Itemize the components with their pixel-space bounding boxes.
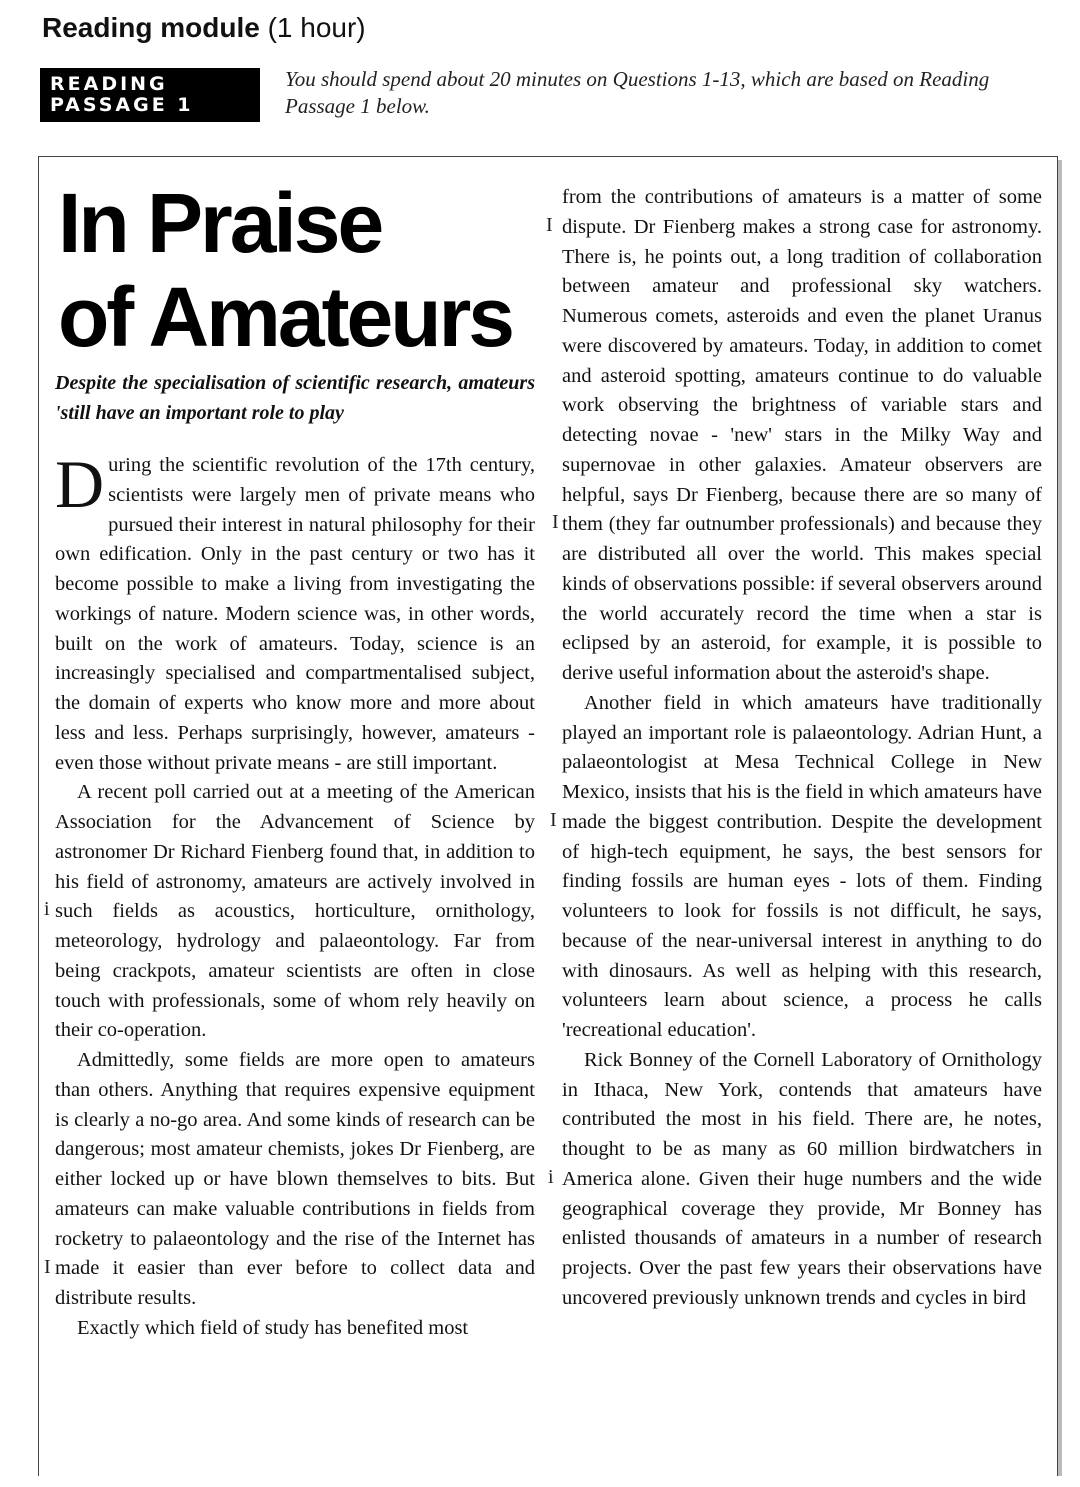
headline-line2: of Amateurs: [58, 270, 512, 364]
drop-cap: D: [55, 446, 105, 522]
article-subhead: Despite the specialisation of scientific research, amateurs 'still have an important role to play: [55, 372, 535, 424]
paragraph-4-cont: from the contributions of amateurs is a matter of some dispute. Dr Fienberg makes a strong case for astronomy. There is, he points out, a long tradition of collaboration between amateur and professional sky watchers. Numerous comets, asteroids and even the planet Uranus were discovered by amateurs. Today, in addition to comet and asteroid spotting, amateurs continue to do valuable work observing the brightness of variable stars and detecting novae - 'new' stars in the Milky Way and supernovae in other galaxies. Amateur observers are helpful, says Dr Fienberg, because there are so many of them (they far outnumber professionals) and because they are distributed all over the world. This makes special kinds of observations possible: if several observers around the world accurately record the time when a star is eclipsed by an asteroid, for example, it is possible to derive useful information about the asteroid's shape.: [562, 186, 1042, 684]
margin-mark: I: [44, 1256, 51, 1278]
instruction-text: You should spend about 20 minutes on Questions 1-13, which are based on Reading Passage 1 below.: [285, 67, 990, 118]
margin-mark: I: [552, 511, 559, 533]
paragraph-1-text: uring the scientific revolution of the 17th century, scientists were largely men of private means who pursued their interest in natural philosophy for their own edification. Only in the past century or two has it become possible to make a living from investigating the workings of nature. Modern science was, in other words, built on the work of amateurs. Today, science is an increasingly specialised and compartmentalised subject, the domain of experts who know more and more about less and less. Perhaps surprisingly, however, amateurs - even those without private means - are still important.: [55, 454, 535, 774]
margin-mark: I: [546, 214, 553, 236]
frame-shadow: [1058, 160, 1062, 1476]
module-duration: (1 hour): [267, 12, 366, 43]
paragraph-5: Another field in which amateurs have traditionally played an important role is palaeontology. Adrian Hunt, a palaeontologist at Mesa Technical College in New Mexico, insists that his is the field in which amateurs have made the biggest contribution. Despite the development of high-tech equipment, he says, the best sensors for finding fossils are human eyes - lots of them. Finding volunteers to look for fossils is not difficult, he says, because of the near-universal interest in anything to do with dinosaurs. As well as helping with this research, volunteers learn about science, a process he calls 'recreational education'.: [562, 691, 1042, 1041]
passage-badge: [40, 68, 260, 122]
paragraph-6: Rick Bonney of the Cornell Laboratory of Ornithology in Ithaca, New York, contends that amateurs have contributed the most in his field. There are, he notes, thought to be as many as 60 million birdwatchers in America alone. Given their huge numbers and the wide geographical coverage they provide, Mr Bonney has enlisted thousands of amateurs in a number of research projects. Over the past few years their observations have uncovered previously unknown trends and cycles in bird: [562, 1048, 1042, 1309]
module-title: [42, 12, 366, 44]
badge-line2: PASSAGE 1: [50, 94, 194, 116]
module-title-bold: Reading module: [42, 12, 260, 43]
margin-mark: i: [548, 1166, 554, 1188]
paragraph-1: [55, 446, 535, 778]
left-column: [55, 446, 535, 1344]
article-headline: [58, 176, 548, 364]
badge-line1: READING: [50, 73, 168, 95]
paragraph-3: Admittedly, some fields are more open to amateurs than others. Anything that requires expensive equipment is clearly a no-go area. And some kinds of research can be dangerous; most amateur chemists, jokes Dr Fienberg, are either locked up or have blown themselves to bits. But amateurs can make valuable contributions in fields from rocketry to palaeontology and the rise of the Internet has made it easier than ever before to collect data and distribute results.: [55, 1049, 535, 1309]
paragraph-4-start: Exactly which field of study has benefited most: [77, 1316, 469, 1339]
margin-mark: I: [550, 809, 557, 831]
headline-line1: In Praise: [58, 176, 382, 270]
margin-mark: i: [44, 898, 50, 920]
paragraph-2: A recent poll carried out at a meeting of the American Association for the Advancement of Science by astronomer Dr Richard Fienberg found that, in addition to his field of astronomy, amateurs are actively involved in such fields as acoustics, horticulture, ornithology, meteorology, hydrology and palaeontology. Far from being crackpots, amateur scientists are often in close touch with professionals, some of whom rely heavily on their co-operation.: [55, 781, 535, 1042]
right-column: [562, 183, 1042, 1314]
